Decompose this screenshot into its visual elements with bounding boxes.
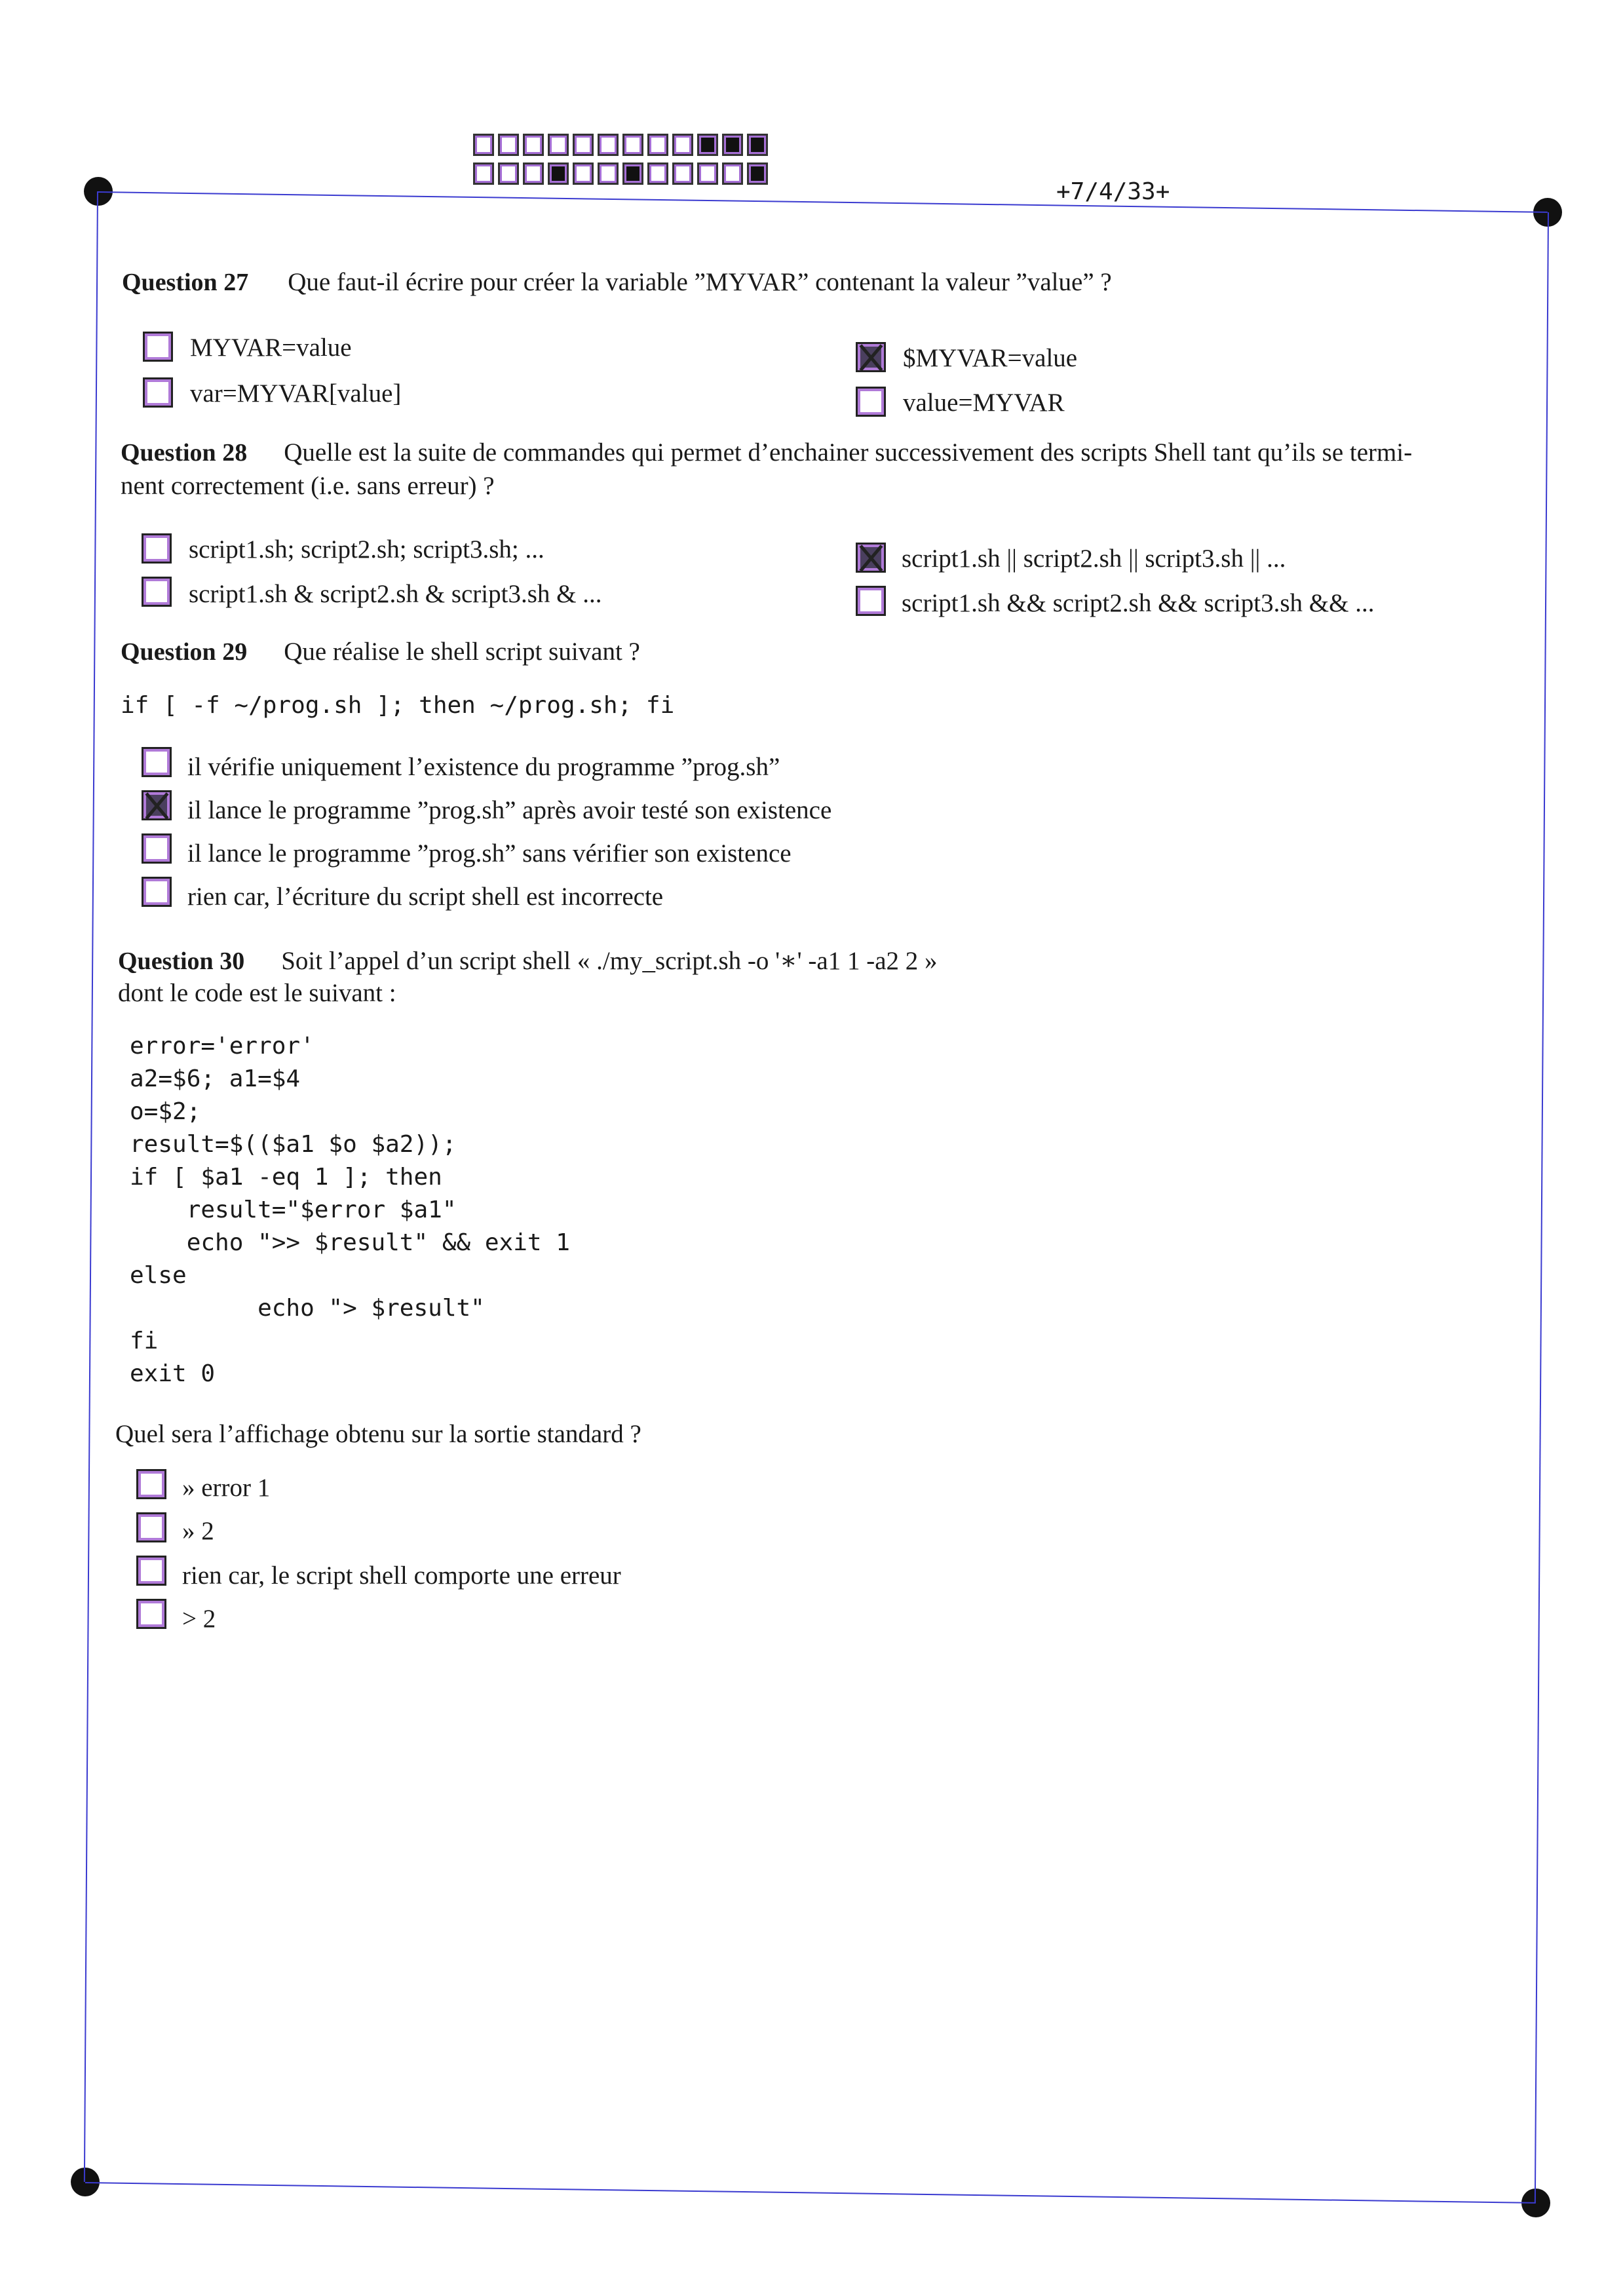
- q29-option-1: il vérifie uniquement l’existence du programme ”prog.sh”: [187, 753, 780, 781]
- barcode-cell: [672, 134, 693, 156]
- q27-option-1: MYVAR=value: [190, 334, 352, 362]
- q29-option-3: il lance le programme ”prog.sh” sans vérifier son existence: [187, 839, 792, 868]
- question-text-line-2: nent correctement (i.e. sans erreur) ?: [121, 472, 495, 500]
- q29-option-2: il lance le programme ”prog.sh” après avoir testé son existence: [187, 796, 832, 824]
- question-label: Question 27: [122, 269, 249, 296]
- barcode-cell: [647, 134, 668, 156]
- frame-left-line: [84, 191, 98, 2182]
- q30-checkbox-3[interactable]: [136, 1556, 166, 1586]
- q30-question: Quel sera l’affichage obtenu sur la sortie standard ?: [115, 1420, 641, 1448]
- barcode-cell: [498, 163, 519, 185]
- code-line: result="$error $a1": [130, 1196, 457, 1223]
- q28-option-2: script1.sh & script2.sh & script3.sh & ...: [189, 580, 602, 608]
- code-line: o=$2;: [130, 1098, 201, 1125]
- q29-option-4: rien car, l’écriture du script shell est incorrecte: [187, 883, 664, 911]
- q30-code-block: [130, 1033, 570, 1393]
- code-line: error='error': [130, 1033, 315, 1060]
- q30-checkbox-4[interactable]: [136, 1599, 166, 1629]
- barcode-cell: [747, 163, 768, 185]
- page-code: +7/4/33+: [1056, 178, 1170, 205]
- question-label: Question 30: [118, 947, 245, 975]
- q30-option-1: » error 1: [182, 1474, 271, 1502]
- question-text-line-2: dont le code est le suivant :: [118, 979, 396, 1007]
- q30-option-2: » 2: [182, 1517, 214, 1545]
- barcode-cell: [573, 134, 594, 156]
- question-27: [122, 267, 1498, 297]
- barcode-cell: [722, 163, 743, 185]
- q29-code: if [ -f ~/prog.sh ]; then ~/prog.sh; fi: [121, 692, 675, 719]
- q30-option-3: rien car, le script shell comporte une erreur: [182, 1561, 621, 1590]
- q29-checkbox-1[interactable]: [142, 747, 172, 777]
- q29-checkbox-4[interactable]: [142, 877, 172, 907]
- barcode-cell: [622, 163, 643, 185]
- question-28: [121, 438, 1529, 501]
- q28-checkbox-2[interactable]: [142, 577, 172, 607]
- code-line: else: [130, 1262, 187, 1289]
- barcode-cell: [697, 163, 718, 185]
- q29-checkbox-2[interactable]: [142, 790, 172, 820]
- q27-checkbox-1[interactable]: [143, 332, 173, 362]
- question-29: [121, 637, 640, 666]
- q28-checkbox-3[interactable]: [856, 543, 886, 573]
- barcode-cell: [722, 134, 743, 156]
- question-30: [118, 946, 1527, 1008]
- q27-option-4: value=MYVAR: [903, 389, 1065, 417]
- code-line: echo "> $result": [130, 1295, 485, 1322]
- q27-checkbox-3[interactable]: [856, 342, 886, 372]
- question-text-line-1: Quelle est la suite de commandes qui permet d’enchainer successivement des scripts Shell tant qu’ils se termi-: [284, 438, 1413, 467]
- question-label: Question 28: [121, 439, 248, 467]
- frame-right-line: [1535, 212, 1549, 2203]
- barcode-row-2: [473, 163, 772, 189]
- question-text: Que faut-il écrire pour créer la variable ”MYVAR” contenant la valeur ”value” ?: [288, 268, 1112, 296]
- q30-checkbox-2[interactable]: [136, 1512, 166, 1542]
- q27-option-3: $MYVAR=value: [903, 344, 1078, 372]
- code-line: result=$(($a1 $o $a2));: [130, 1131, 457, 1158]
- barcode-cell: [473, 163, 494, 185]
- q28-checkbox-1[interactable]: [142, 533, 172, 564]
- q28-option-1: script1.sh; script2.sh; script3.sh; ...: [189, 535, 544, 564]
- barcode-cell: [598, 163, 619, 185]
- barcode-cell: [598, 134, 619, 156]
- q30-checkbox-1[interactable]: [136, 1469, 166, 1499]
- q27-checkbox-4[interactable]: [856, 387, 886, 417]
- q28-option-4: script1.sh && script2.sh && script3.sh && ...: [902, 589, 1375, 617]
- q28-checkbox-4[interactable]: [856, 586, 886, 616]
- question-label: Question 29: [121, 638, 248, 666]
- barcode-cell: [622, 134, 643, 156]
- barcode-cell: [548, 134, 569, 156]
- code-line: echo ">> $result" && exit 1: [130, 1229, 570, 1256]
- q27-option-2: var=MYVAR[value]: [190, 379, 402, 408]
- frame-bottom-line: [85, 2182, 1536, 2204]
- code-line: if [ $a1 -eq 1 ]; then: [130, 1164, 442, 1191]
- barcode-cell: [672, 163, 693, 185]
- barcode-cell: [747, 134, 768, 156]
- barcode-cell: [523, 134, 544, 156]
- barcode-cell: [647, 163, 668, 185]
- barcode-cell: [498, 134, 519, 156]
- question-text-line-1: Soit l’appel d’un script shell « ./my_script.sh -o '∗' -a1 1 -a2 2 »: [281, 947, 938, 975]
- barcode-cell: [573, 163, 594, 185]
- barcode-row-1: [473, 134, 772, 160]
- code-line: fi: [130, 1328, 159, 1354]
- barcode-cell: [473, 134, 494, 156]
- q28-option-3: script1.sh || script2.sh || script3.sh || ...: [902, 545, 1286, 573]
- code-line: a2=$6; a1=$4: [130, 1065, 301, 1092]
- code-line: exit 0: [130, 1360, 216, 1387]
- barcode-cell: [548, 163, 569, 185]
- q29-checkbox-3[interactable]: [142, 833, 172, 864]
- barcode-cell: [697, 134, 718, 156]
- frame-top-line: [98, 191, 1548, 213]
- barcode-cell: [523, 163, 544, 185]
- question-text: Que réalise le shell script suivant ?: [284, 638, 640, 666]
- q30-option-4: > 2: [182, 1605, 216, 1633]
- id-barcode: [473, 134, 772, 189]
- q27-checkbox-2[interactable]: [143, 377, 173, 408]
